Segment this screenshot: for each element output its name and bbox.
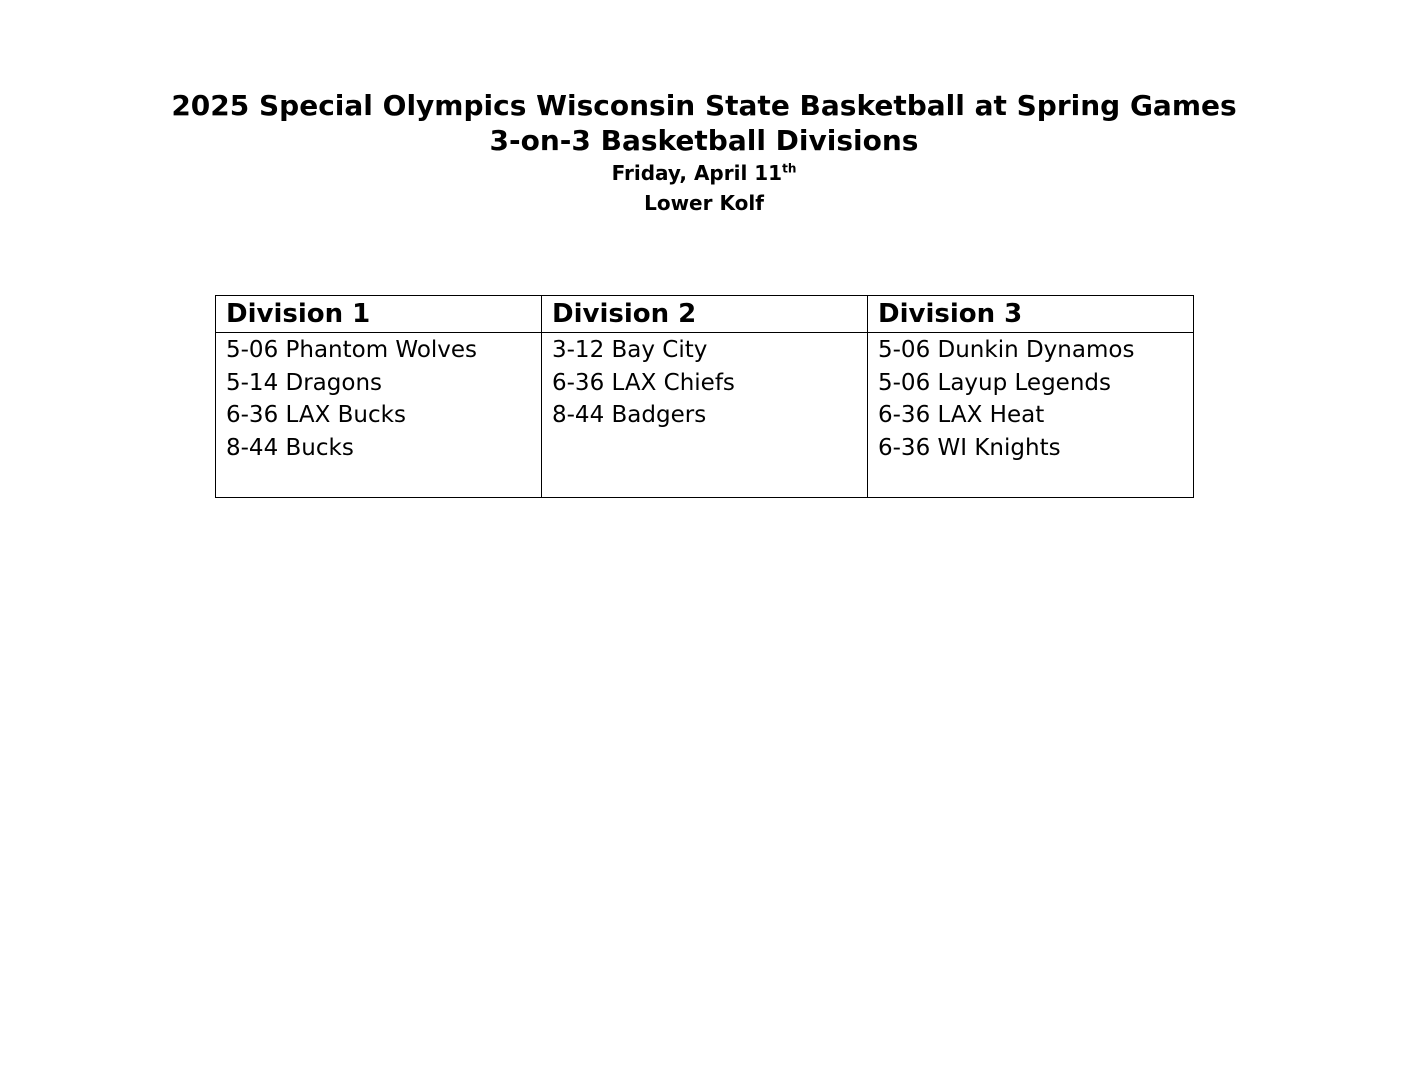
team-entry: 5-06 Dunkin Dynamos bbox=[878, 337, 1135, 363]
division-2-header: Division 2 bbox=[542, 296, 868, 333]
team-entry: 6-36 LAX Chiefs bbox=[552, 369, 735, 396]
division-3-header: Division 3 bbox=[868, 296, 1194, 333]
division-2-teams bbox=[542, 333, 868, 498]
team-entry: 5-14 Dragons bbox=[226, 369, 383, 396]
document-header bbox=[0, 88, 1408, 218]
divisions-teams-row bbox=[216, 333, 1194, 498]
division-1-header: Division 1 bbox=[216, 296, 542, 333]
divisions-table bbox=[215, 295, 1194, 498]
event-date-text: Friday, April 11 bbox=[611, 161, 783, 185]
page-subtitle: 3-on-3 Basketball Divisions bbox=[489, 124, 919, 157]
event-date bbox=[0, 158, 1408, 188]
team-entry: 5-06 Layup Legends bbox=[878, 369, 1111, 396]
event-location: Lower Kolf bbox=[644, 191, 764, 215]
division-1-teams bbox=[216, 333, 542, 498]
team-entry: 8-44 Badgers bbox=[552, 402, 707, 428]
team-entry: 8-44 Bucks bbox=[226, 434, 354, 461]
team-entry: 6-36 WI Knights bbox=[878, 434, 1061, 461]
team-entry: 3-12 Bay City bbox=[552, 337, 708, 363]
team-entry: 6-36 LAX Heat bbox=[878, 402, 1045, 428]
page-title: 2025 Special Olympics Wisconsin State Basketball at Spring Games bbox=[171, 89, 1237, 122]
team-entry: 6-36 LAX Bucks bbox=[226, 402, 406, 428]
division-3-teams bbox=[868, 333, 1194, 498]
event-date-suffix: th bbox=[782, 161, 797, 176]
divisions-header-row bbox=[216, 296, 1194, 333]
team-entry: 5-06 Phantom Wolves bbox=[226, 337, 478, 363]
